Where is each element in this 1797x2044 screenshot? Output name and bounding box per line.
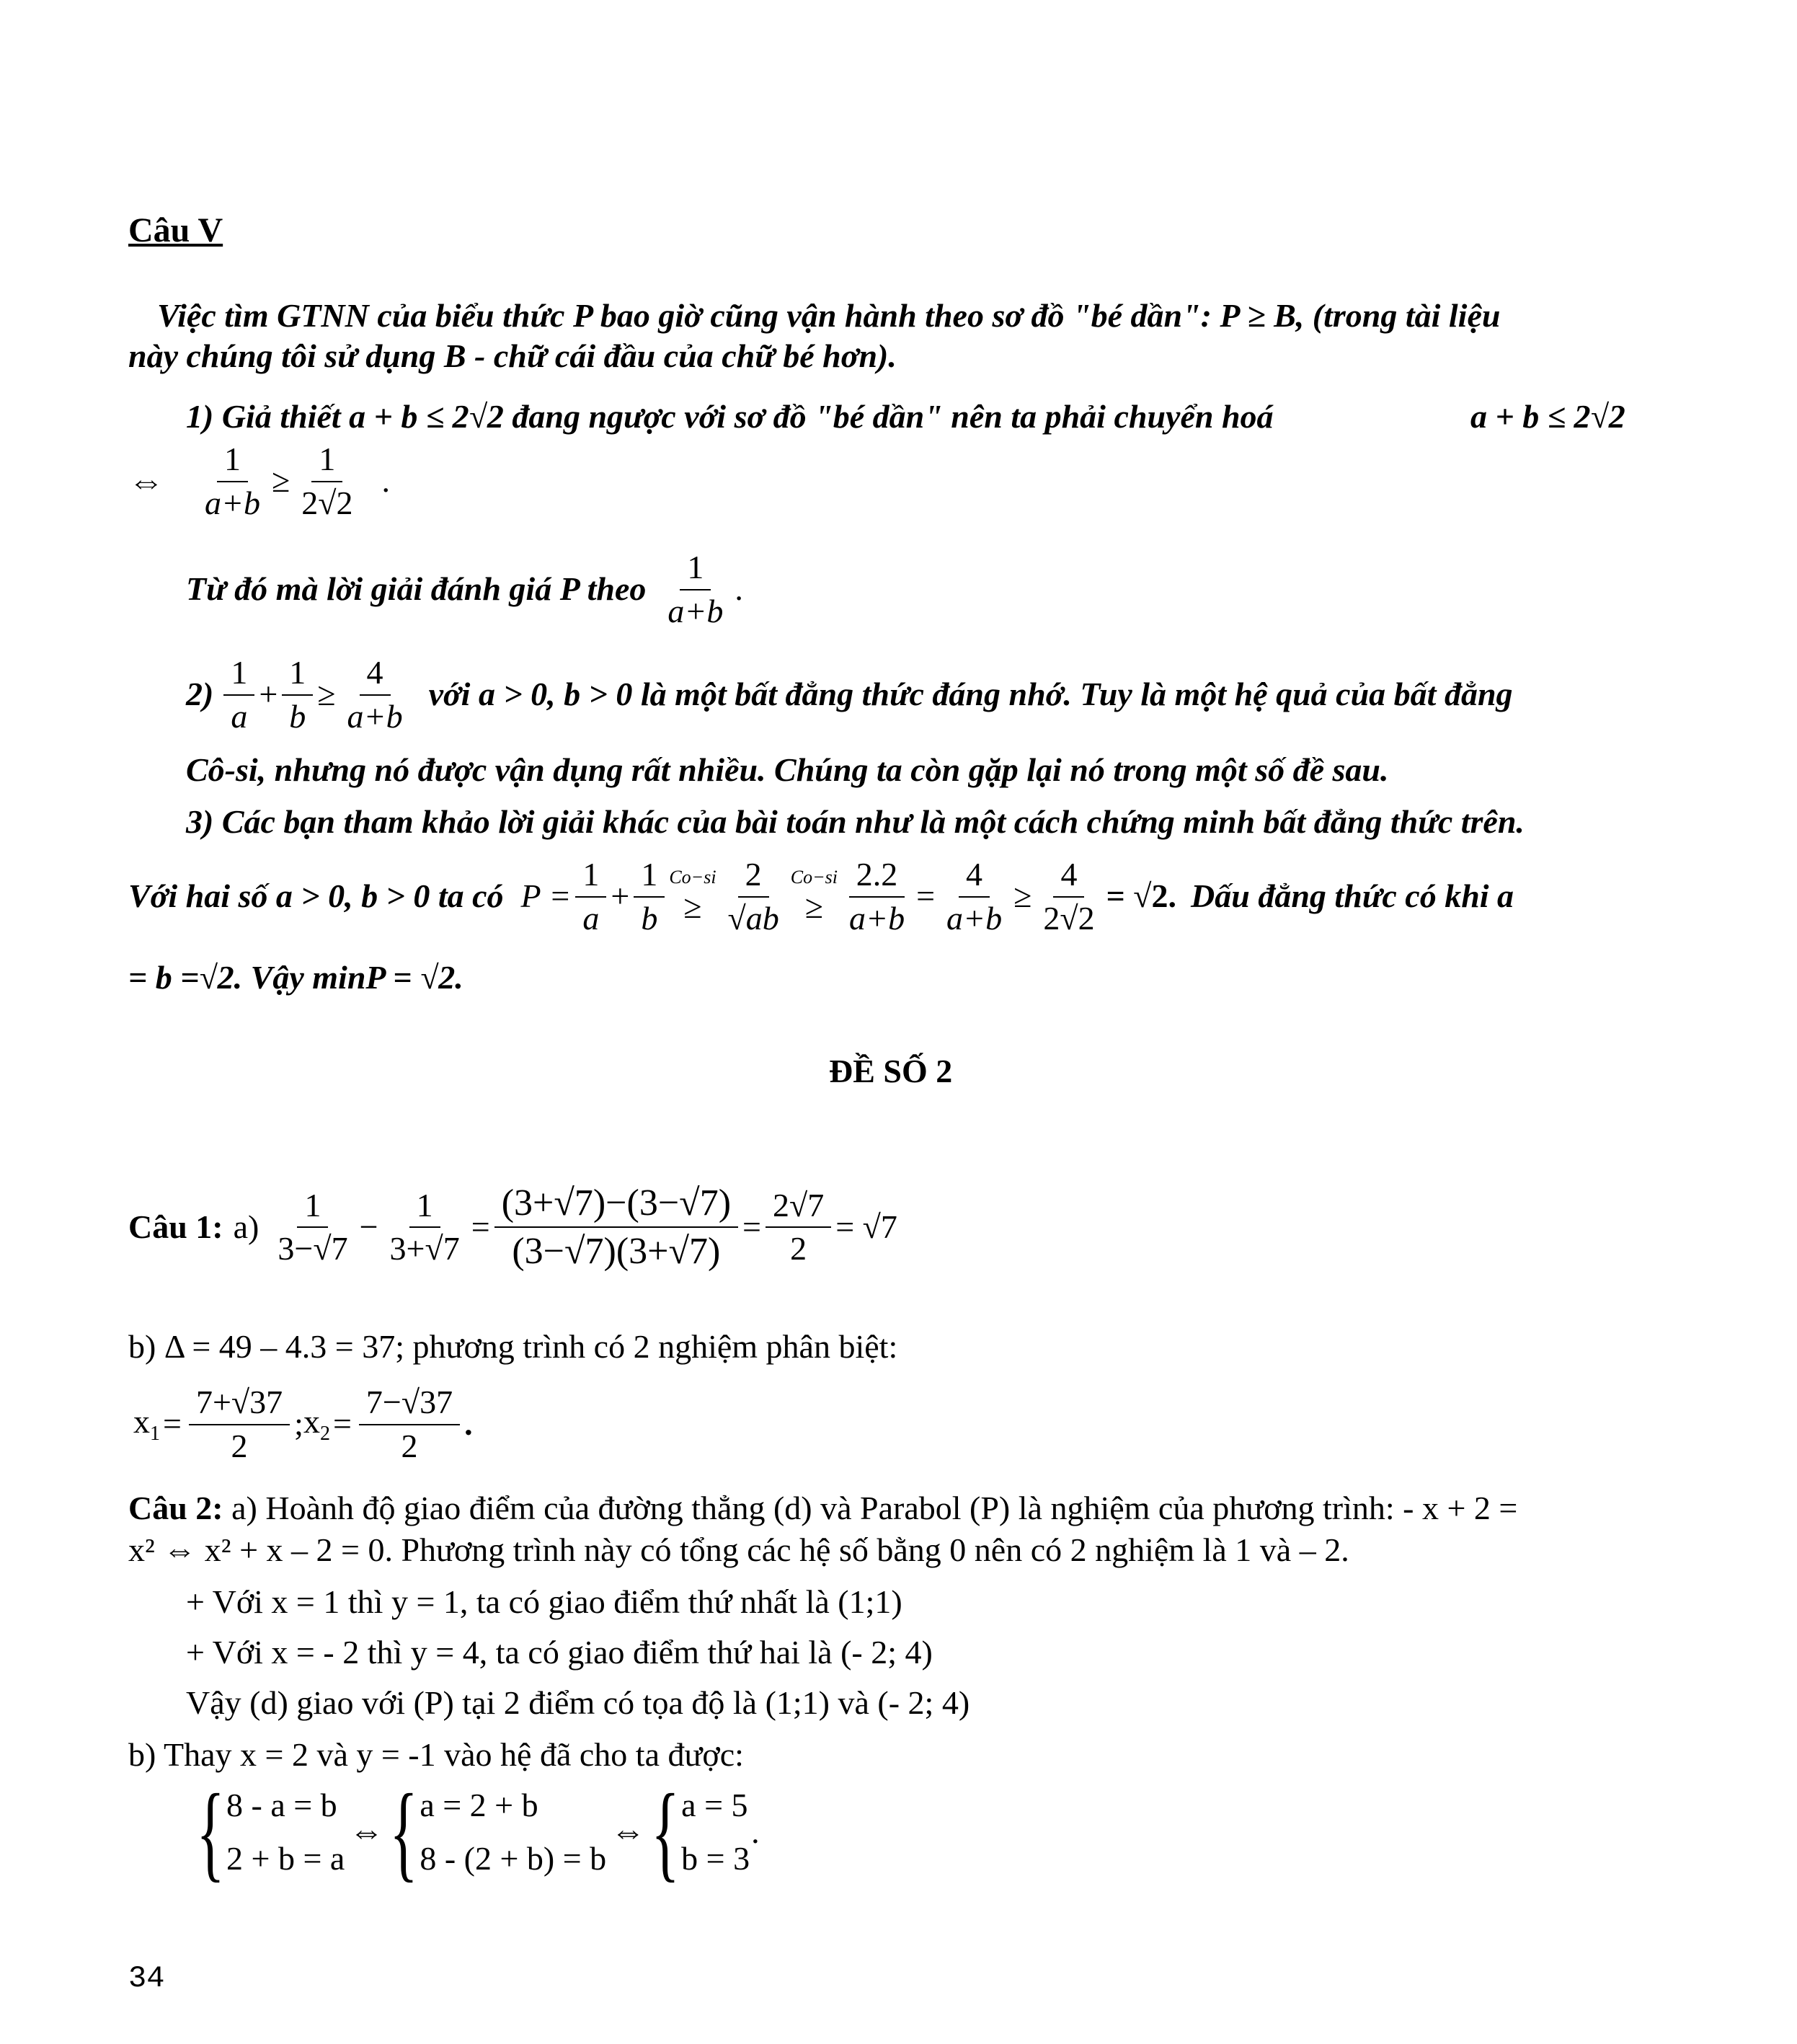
numerator: 4: [1053, 857, 1084, 898]
fraction-2-2-over-a-plus-b: [842, 857, 912, 937]
left-brace: {: [389, 1772, 419, 1892]
numerator: 2.2: [849, 857, 905, 898]
point-3-text: 3) Các bạn tham khảo lời giải khác của bài toán như là một cách chứng minh bất đẳng thức trên.: [186, 803, 1525, 840]
result-sqrt2: = √2.: [1106, 877, 1177, 915]
cau-2-line-4: + Với x = - 2 thì y = 4, ta có giao điểm thứ hai là (- 2; 4): [186, 1634, 933, 1671]
numerator: 1: [217, 441, 248, 482]
intro-line-1: Việc tìm GTNN của biểu thức P bao giờ cũng vận hành theo sơ đồ "bé dần": P ≥ B, (trong tài liệu: [157, 297, 1501, 334]
fraction-1-over-a: [223, 655, 254, 735]
geq-symbol: ≥: [1013, 877, 1032, 915]
denominator: 3+√7: [389, 1230, 460, 1267]
system-2-eq-2: 8 - (2 + b) = b: [420, 1840, 607, 1877]
cau-1-a-line: Câu 1: a) $\frac{1}{3-√7}$ − $\frac{1}{3+√7}$ = $\frac{(3+√7)-(3-√7)}{(3-√7)(3+√7)}$ = $\frac{2√7}{2}$ = √7: [128, 1182, 897, 1273]
proof-intro: Với hai số a > 0, b > 0 ta có: [128, 877, 504, 915]
equiv-symbol: ⇔: [128, 460, 164, 501]
exam-heading: ĐỀ SỐ 2: [829, 1053, 953, 1089]
denominator: b: [289, 697, 306, 735]
numerator: 1: [634, 857, 665, 898]
numerator: 1: [311, 441, 342, 482]
denominator: a+b: [946, 899, 1003, 937]
cau-2-line-5: Vậy (d) giao với (P) tại 2 điểm có tọa độ là (1;1) và (- 2; 4): [186, 1684, 970, 1721]
geq-symbol: ≥: [683, 888, 702, 926]
denominator: b: [641, 899, 658, 937]
cau-1-b-text: b) Δ = 49 – 4.3 = 37; phương trình có 2 nghiệm phân biệt:: [128, 1328, 898, 1365]
section-title-cau-v: Câu V: [128, 211, 223, 249]
fraction-4-over-a-plus-b: [939, 857, 1009, 937]
cosi-geq-1: [669, 867, 716, 926]
numerator: 7−√37: [359, 1384, 460, 1425]
denominator: a+b: [849, 899, 905, 937]
left-brace: {: [651, 1772, 680, 1892]
numerator: 1: [409, 1187, 440, 1229]
denominator: 2: [790, 1230, 807, 1267]
numerator: 1: [223, 655, 254, 696]
system-2-eq-1: a = 2 + b: [420, 1787, 538, 1824]
period: .: [381, 462, 391, 500]
denominator: a: [231, 697, 248, 735]
period: .: [751, 1813, 760, 1850]
x2-symbol: [303, 1403, 330, 1446]
system-1-eq-2: 2 + b = a: [226, 1840, 345, 1877]
equiv-symbol: ⇔: [349, 1813, 384, 1851]
cosi-label: Co−si: [669, 867, 716, 888]
cosi-label: Co−si: [790, 867, 838, 888]
subscript-2: 2: [319, 1423, 330, 1446]
equality-condition-line-2: = b =√2. Vậy minP = √2.: [128, 959, 463, 996]
denominator: 2: [231, 1427, 248, 1464]
denominator: a+b: [667, 592, 724, 629]
intro-line-2: này chúng tôi sử dụng B - chữ cái đầu của chữ bé hơn).: [128, 337, 897, 374]
fraction-1-over-3-plus-sqrt7: [383, 1187, 467, 1267]
part-a-label: a): [233, 1208, 259, 1245]
equality-condition-text: Dấu đẳng thức có khi a: [1191, 877, 1514, 915]
cau-1-label: Câu 1:: [128, 1208, 223, 1245]
point-1-text: 1) Giả thiết a + b ≤ 2√2 đang ngược với sơ đồ "bé dần" nên ta phải chuyển hoá: [186, 398, 1274, 435]
cau-2-line-2: x² ⇔ x² + x – 2 = 0. Phương trình này có tổng các hệ số bằng 0 nên có 2 nghiệm là 1 và – 2.: [128, 1531, 1349, 1568]
cau-2-label: Câu 2:: [128, 1490, 223, 1526]
x-letter: x: [303, 1402, 320, 1440]
point-2-line: 2) $\frac{1}{a}$ + $\frac{1}{b}$ ≥ $\frac{4}{a+b}$ với a > 0, b > 0 là một bất đẳng thức đáng nhớ. Tuy là một hệ quả của bất đẳng: [186, 654, 1513, 735]
numerator: 7+√37: [189, 1384, 290, 1425]
cau-2-line-6: b) Thay x = 2 và y = -1 vào hệ đã cho ta được:: [128, 1736, 744, 1773]
page-number: 34: [128, 1961, 165, 1996]
system-3-eq-1: a = 5: [681, 1787, 748, 1824]
x-letter: x: [133, 1402, 150, 1440]
system-3: [681, 1779, 750, 1885]
geq-symbol: ≥: [272, 462, 290, 500]
system-1-eq-1: 8 - a = b: [226, 1787, 337, 1824]
fraction-2sqrt7-over-2: [766, 1187, 831, 1267]
proof-line: Với hai số a > 0, b > 0 ta có P = $\frac{1}{a}$ + $\frac{1}{b}$ Co−si ≥ $\frac{2}{√ab}$ Co−si ≥ $\frac{2.2}{a+b}$ = $\frac{4}{a+b}$ ≥ $\frac{4}{2√2}$ = √2. Dấu đẳng thức có khi a: [128, 856, 1514, 937]
denominator: a+b: [347, 697, 403, 735]
denominator: a+b: [205, 484, 261, 521]
left-brace: {: [196, 1772, 225, 1892]
numerator: 2√7: [766, 1187, 831, 1229]
numerator: 1: [282, 655, 313, 696]
system-2: [420, 1779, 606, 1885]
point-2-text: với a > 0, b > 0 là một bất đẳng thức đáng nhớ. Tuy là một hệ quả của bất đẳng: [428, 676, 1513, 713]
system-3-eq-2: b = 3: [681, 1840, 750, 1877]
fraction-7-plus-sqrt37-over-2: [189, 1384, 290, 1464]
numerator: (3+√7)−(3−√7): [494, 1182, 738, 1228]
x1-symbol: [133, 1403, 160, 1446]
fraction-7-minus-sqrt37-over-2: [359, 1384, 460, 1464]
geq-symbol: ≥: [804, 888, 824, 926]
period: .: [464, 1405, 473, 1443]
point-1-end: a + b ≤ 2√2: [1470, 398, 1625, 435]
fraction-difference-over-product: [494, 1182, 738, 1272]
fraction-2-over-sqrt-ab: [721, 857, 786, 937]
fraction-1-over-2-sqrt2: [294, 441, 360, 521]
denominator: 3−√7: [278, 1230, 348, 1267]
fraction-1-over-a-plus-b: [198, 441, 267, 521]
numerator: 4: [959, 857, 990, 898]
fraction-1-over-b: [634, 857, 665, 937]
denominator: 2: [401, 1427, 418, 1464]
fraction-4-over-a-plus-b: [340, 655, 410, 735]
denominator: 2√2: [301, 484, 353, 521]
evaluate-text: Từ đó mà lời giải đánh giá P theo: [186, 570, 647, 608]
cau-2-text-1: a) Hoành độ giao điểm của đường thẳng (d) và Parabol (P) là nghiệm của phương trình: - x + 2 =: [231, 1490, 1518, 1526]
subscript-1: 1: [150, 1423, 160, 1446]
P-equals: P =: [520, 877, 572, 915]
result-sqrt7: = √7: [835, 1208, 897, 1245]
numerator: 1: [680, 549, 711, 590]
point-2-line-2: Cô-si, nhưng nó được vận dụng rất nhiều. Chúng ta còn gặp lại nó trong một số đề sau.: [186, 751, 1389, 788]
fraction-1-over-b: [282, 655, 313, 735]
fraction-1-over-a: [575, 857, 606, 937]
evaluate-line: [186, 549, 743, 629]
equation-systems: [195, 1772, 760, 1892]
denominator: a: [582, 899, 600, 937]
point-2-label: 2): [186, 676, 214, 713]
denominator: √ab: [727, 899, 779, 937]
fraction-4-over-2-sqrt2: [1036, 857, 1101, 937]
numerator: 2: [738, 857, 769, 898]
denominator: 2√2: [1043, 899, 1095, 937]
cosi-geq-2: [791, 867, 838, 926]
cau-2-line-3: + Với x = 1 thì y = 1, ta có giao điểm thứ nhất là (1;1): [186, 1583, 902, 1620]
roots-line: $x_1$ = $\frac{7+√37}{2}$ ; $x_2$ = $\frac{7-√37}{2}$ .: [133, 1384, 473, 1464]
system-1: [226, 1779, 345, 1885]
denominator: (3−√7)(3+√7): [512, 1231, 721, 1273]
fraction-1-over-a-plus-b-2: [660, 549, 730, 629]
numerator: 4: [360, 655, 391, 696]
period: .: [735, 570, 743, 608]
cau-2-line-1: [128, 1490, 1517, 1528]
numerator: 1: [297, 1187, 328, 1229]
equiv-inequality: [128, 441, 390, 521]
geq-symbol: ≥: [317, 676, 336, 713]
numerator: 1: [575, 857, 606, 898]
equiv-symbol: ⇔: [611, 1813, 646, 1851]
fraction-1-over-3-minus-sqrt7: [270, 1187, 355, 1267]
